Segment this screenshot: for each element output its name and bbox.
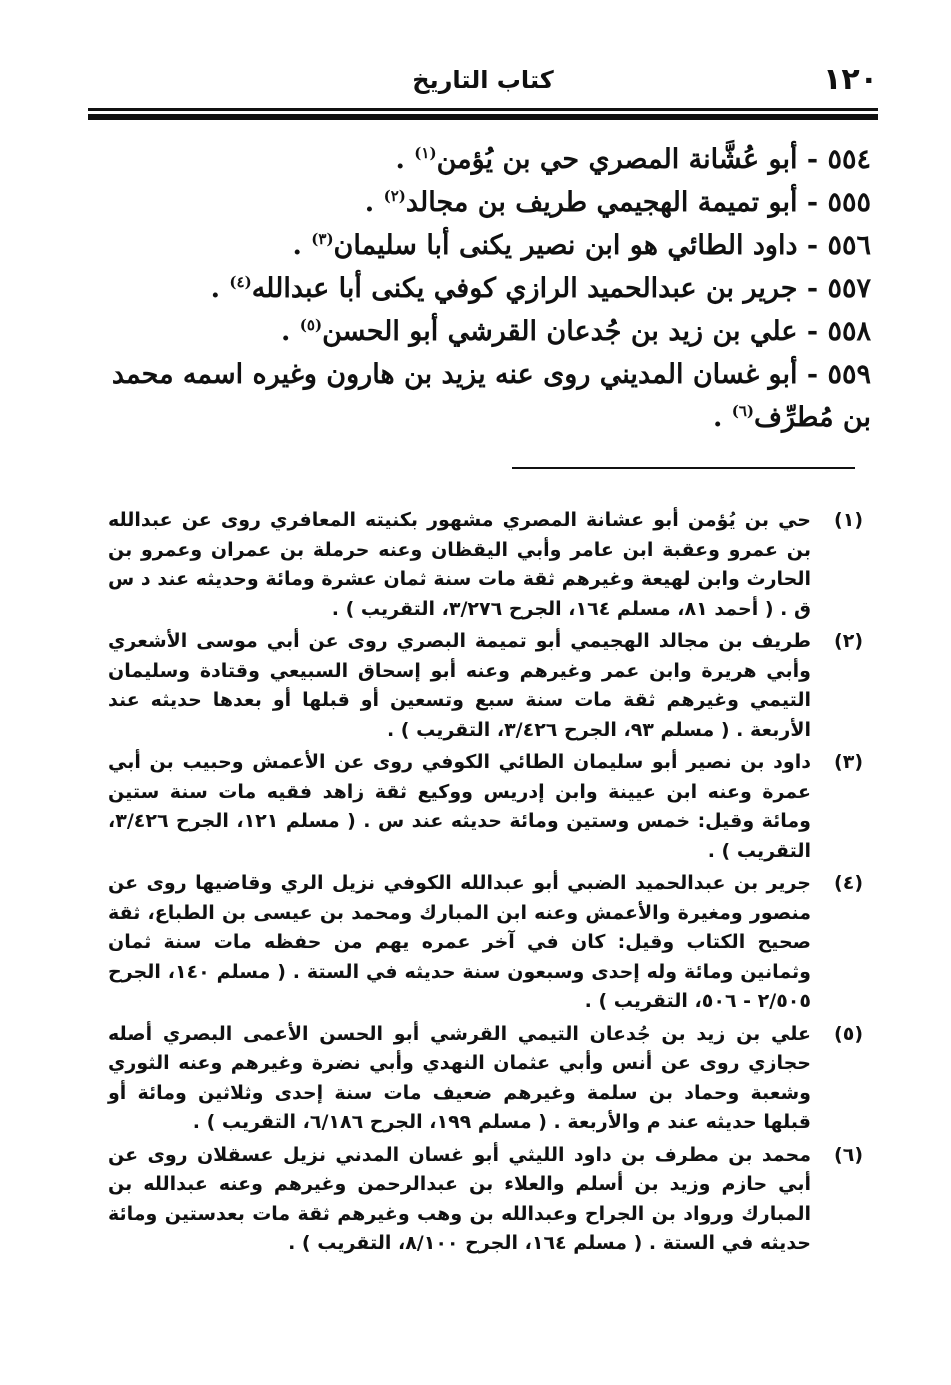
entry-554: [96, 138, 871, 181]
footnote-marker: (٣): [834, 751, 863, 773]
page-number: ١٢٠: [823, 62, 878, 97]
entry-557: [96, 267, 871, 310]
entry-556: [96, 224, 871, 267]
entry-text: ٥٥٦ - داود الطائي هو ابن نصير يكنى أبا سليمان: [333, 230, 871, 261]
entry-end: .: [210, 273, 230, 304]
footnote-text: طريف بن مجالد الهجيمي أبو تميمة البصري روى عن أبي موسى الأشعري وأبي هريرة وابن عمر وغيرهم وعنه أبو إسحاق السبيعي وقتادة وسليمان التيمي وغيرهم ثقة مات سنة سبع وتسعين أو قبلها أو بعدها حديثه عند الأربعة . ( مسلم ٩٣، الجرح ٣/٤٢٦، التقريب ) .: [108, 630, 811, 741]
footnote-ref[interactable]: (٣): [311, 230, 334, 248]
entry-text: ٥٥٧ - جرير بن عبدالحميد الرازي كوفي يكنى أبا عبدالله: [251, 273, 871, 304]
entry-text: ٥٥٩ - أبو غسان المديني روى عنه يزيد بن هارون وغيره اسمه محمد بن مُطرِّف: [111, 359, 871, 433]
footnote-6: [108, 1141, 863, 1259]
entry-text: ٥٥٨ - علي بن زيد بن جُدعان القرشي أبو الحسن: [322, 316, 871, 347]
footnote-marker: (٥): [834, 1022, 863, 1045]
entry-end: .: [280, 316, 300, 347]
entry-559: [96, 353, 871, 439]
footnote-text: علي بن زيد بن جُدعان التيمي القرشي أبو الحسن الأعمى البصري أصله حجازي روى عن أنس وأبي عثمان النهدي وأبي نضرة وغيرهم وعنه الثوري وشعبة وحماد بن سلمة وغيرهم ضعيف مات سنة إحدى وثلاثين ومائة أو قبلها حديثه عند م والأربعة . ( مسلم ١٩٩، الجرح ٦/١٨٦، التقريب ) .: [108, 1022, 811, 1133]
page-header: [88, 62, 878, 102]
footnote-5: [108, 1020, 863, 1138]
footnote-1: [108, 506, 863, 624]
footnote-text: جرير بن عبدالحميد الضبي أبو عبدالله الكوفي نزيل الري وقاضيها روى عن منصور ومغيرة والأعمش وعنه ابن المبارك ومحمد بن عيسى بن الطباع، ثقة صحيح الكتاب وقيل: كان في آخر عمره يهم من حفظه مات سنة ثمان وثمانين ومائة وله إحدى وسبعون سنة حديثه في الستة . ( مسلم ١٤٠، الجرح ٢/٥٠٥ - ٥٠٦، التقريب ) .: [108, 872, 811, 1012]
footnote-text: محمد بن مطرف بن داود الليثي أبو غسان المدني نزيل عسقلان روى عن أبي حازم وزيد بن أسلم والعلاء بن عبدالرحمن وغيرهم وعنه عبدالله بن المبارك ورواد بن الجراح وعبدالله بن وهب وغيرهم ثقة مات بعدستين ومائة حديثه في الستة . ( مسلم ١٦٤، الجرح ٨/١٠٠، التقريب ) .: [108, 1143, 811, 1254]
entry-end: .: [364, 187, 384, 218]
footnote-marker: (٢): [834, 630, 863, 652]
footnote-3: [108, 748, 863, 866]
entry-end: .: [292, 230, 312, 261]
footnote-text: داود بن نصير أبو سليمان الطائي الكوفي روى عن الأعمش وحبيب بن أبي عمرة وعنه ابن عيينة وابن إدريس ووكيع ثقة زاهد فقيه مات سنة ستين ومائة وقيل: خمس وستين ومائة حديثه عند س . ( مسلم ١٢١، الجرح ٣/٤٢٦، التقريب ) .: [108, 751, 811, 862]
footnote-4: [108, 869, 863, 1017]
footnote-ref[interactable]: (٦): [731, 402, 755, 420]
footnote-marker: (٦): [834, 1143, 863, 1166]
entry-end: .: [712, 402, 732, 433]
entry-text: ٥٥٤ - أبو عُشَّانة المصري حي بن يُؤمن: [436, 144, 871, 175]
footnote-separator: [512, 467, 855, 469]
entry-558: [96, 310, 871, 353]
header-rule-thin: [88, 108, 878, 111]
footnotes-list: [108, 506, 863, 1262]
footnote-marker: (٤): [834, 872, 863, 894]
entry-text: ٥٥٥ - أبو تميمة الهجيمي طريف بن مجالد: [405, 187, 871, 218]
footnote-ref[interactable]: (٤): [229, 273, 252, 291]
footnote-2: [108, 627, 863, 745]
entry-end: .: [395, 144, 415, 175]
footnote-ref[interactable]: (٥): [299, 316, 323, 334]
entry-555: [96, 181, 871, 224]
entries-list: [96, 138, 871, 439]
book-title: كتاب التاريخ: [412, 66, 554, 94]
footnote-marker: (١): [834, 509, 863, 531]
header-rule-thick: [88, 114, 878, 120]
footnote-ref[interactable]: (١): [414, 144, 437, 162]
footnote-ref[interactable]: (٢): [383, 187, 406, 205]
footnote-text: حي بن يُؤمن أبو عشانة المصري مشهور بكنيته المعافري روى عن عبدالله بن عمرو وعقبة ابن عامر وأبي اليقظان وعنه حرملة بن عمران وعمرو بن الحارث وابن لهيعة وغيرهم ثقة مات سنة ثمان عشرة ومائة وحديثه عند د س ق . ( أحمد ٨١، مسلم ١٦٤، الجرح ٣/٢٧٦، التقريب ) .: [108, 509, 811, 620]
